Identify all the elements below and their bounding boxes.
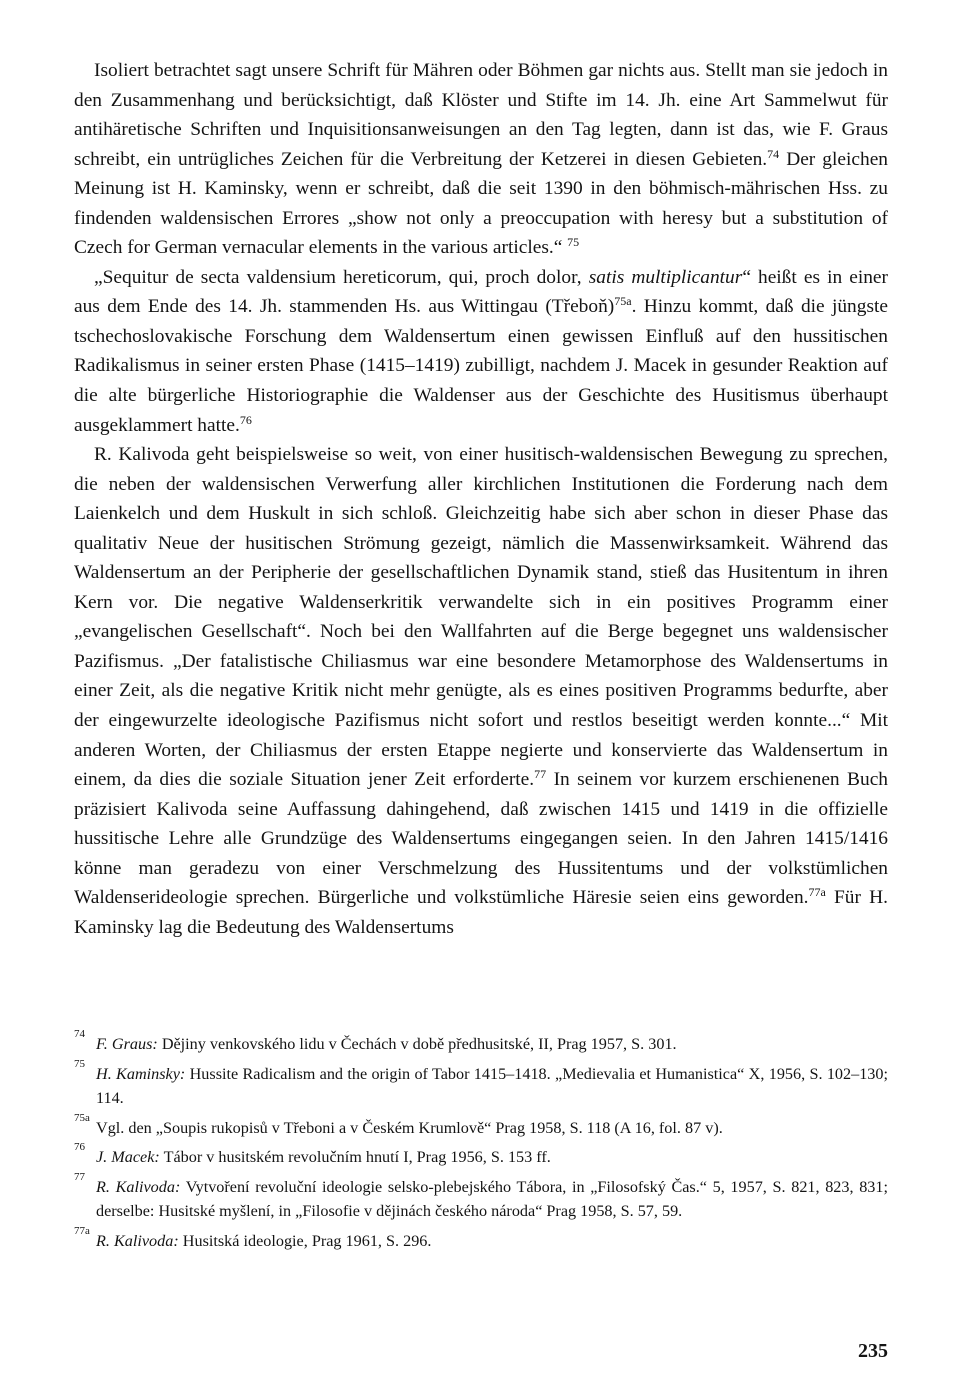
text-run: “ heißt es in einer aus dem Ende des 14. Jh. stammenden Hs. aus Wittingau (Třeboň) — [74, 266, 888, 318]
footnote-number: 76 — [74, 1141, 85, 1153]
text-run: In seinem vor kurzem erschienenen Buch präzisiert Kalivoda seine Auffassung dahingehend, daß zwischen 1415 und 1419 in die offizielle hussitische Lehre alle Grundzüge des Waldensertums eingegangen seien. In den Jahren 1415/1416 könne man geradezu von einer Verschmelzung des Hussitentums und der volkstümlichen Waldenserideologie sprechen. Bürgerliche und volkstümliche Häresie seien eins geworden. — [74, 769, 888, 909]
footnote-number: 74 — [74, 1028, 85, 1040]
footnote-ref[interactable]: 74 — [767, 146, 780, 161]
text-run: R. Kalivoda geht beispielsweise so weit, von einer husitisch-waldensischen Bewegung zu sprechen, die neben der waldensischen Verwerfung aller kirchlichen Institutionen die Forderung nach dem Laienkelch und dem Huskult in sich schloß. Gleichzeitig habe sich aber schon in dieser Phase das qualitativ Neue der husitischen Strömung gezeigt, nämlich die Massenwirksamkeit. Während das Waldensertum an der Peripherie der gesellschaftlichen Dynamik stand, stieß das Husitentum in ihren Kern vor. Die negative Waldenserkritik verwandelte sich in ein positives Programm einer „evangelischen Gesellschaft“. Noch bei den Wallfahrten auf die Berge begegnet uns waldensischer Pazifismus. „Der fatalistische Chiliasmus war eine besondere Metamorphose des Waldensertums in einer Zeit, als die negative Kritik nicht mehr genügte, als es eines positiven Programms bedurfte, aber der eingewurzelte ideologische Pazifismus nicht sofort und restlos beseitigt werden konnte...“ Mit anderen Worten, der Chiliasmus der ersten Etappe negierte und konservierte das Waldensertum in einem, da dies die soziale Situation jener Zeit erforderte. — [74, 444, 888, 791]
text-run: Für H. Kaminsky lag die Bedeutung des Waldensertums — [74, 887, 888, 938]
footnote-number: 75 — [74, 1057, 85, 1070]
latin-emphasis: satis multiplicantur — [588, 266, 743, 288]
footnote-author: J. Macek: — [96, 1148, 160, 1166]
text-run: . Hinzu kommt, daß die jüngste tschechoslovakische Forschung dem Waldensertum einen gewissen Einfluß auf den hussitischen Radikalismus in seiner ersten Phase (1415–1419) zubilligt, nachdem J. Macek in gesunder Reaktion auf die alte bürgerliche Historiographie die Waldenser aus der Geschichte des Husitismus überhaupt ausgeklammert hatte. — [74, 296, 888, 436]
text-run: „Sequitur de secta valdensium hereticorum, qui, proch dolor, — [94, 266, 589, 288]
footnote — [74, 1170, 888, 1224]
footnote-text: Dějiny venkovského lidu v Čechách v době předhusitské, II, Prag 1957, S. 301. — [157, 1035, 677, 1053]
footnote-text: Hussite Radicalism and the origin of Tabor 1415–1418. „Medievalia et Humanistica“ X, 1956, S. 102–130; 114. — [96, 1064, 888, 1107]
footnote-author: F. Graus: — [96, 1035, 158, 1053]
footnote-text: Vgl. den „Soupis rukopisů v Třeboni a v Českém Krumlově“ Prag 1958, S. 118 (A 16, fol. 87 v). — [96, 1118, 723, 1137]
footnote — [74, 1141, 888, 1170]
text-run: Der gleichen Meinung ist H. Kaminsky, wenn er schreibt, daß die seit 1390 in den böhmisch-mährischen Hss. zu findenden waldensischen Errores „show not only a preoccupation with heresy but a substitution of Czech for German vernacular elements in the various articles.“ — [74, 148, 888, 259]
footnote — [74, 1111, 888, 1141]
footnote-ref[interactable]: 76 — [239, 412, 252, 427]
footnote-number: 77 — [74, 1170, 85, 1183]
paragraph-3 — [74, 440, 888, 942]
footnote-number: 77a — [74, 1224, 90, 1237]
footnote-ref[interactable]: 77a — [808, 885, 826, 900]
paragraph-1 — [74, 56, 888, 263]
page-number: 235 — [858, 1340, 888, 1362]
footnote-author: R. Kalivoda: — [96, 1177, 181, 1196]
footnote-number: 75a — [74, 1111, 90, 1124]
text-run: Isoliert betrachtet sagt unsere Schrift für Mähren oder Böhmen gar nichts aus. Stellt man sie jedoch in den Zusammenhang und berücksichtigt, daß Klöster und Stifte im 14. Jh. eine Art Sammelwut für antihäretische Schriften und Inquisitionsanweisungen an den Tag legten, dann ist das, wie F. Graus schreibt, ein untrügliches Zeichen für die Verbreitung der Ketzerei in diesen Gebieten. — [74, 60, 888, 170]
footnote-ref[interactable]: 75a — [614, 294, 632, 309]
footnote — [74, 1028, 888, 1057]
footnote — [74, 1224, 888, 1254]
footnote-author: R. Kalivoda: — [96, 1231, 179, 1250]
footnote — [74, 1057, 888, 1111]
footnote-ref[interactable]: 75 — [567, 235, 580, 250]
paragraph-2 — [74, 263, 888, 440]
footnote-text: Tábor v husitském revolučním hnutí I, Prag 1956, S. 153 ff. — [159, 1148, 551, 1166]
footnote-author: H. Kaminsky: — [96, 1064, 186, 1083]
footnote-ref[interactable]: 77 — [534, 767, 547, 782]
footnote-text: Vytvoření revoluční ideologie selsko-plebejského Tábora, in „Filosofský Čas.“ 5, 1957, S. 821, 823, 831; derselbe: Husitské myšlení, in „Filosofie v dějinách českého národa“ Prag 1958, S. 57, 59. — [96, 1177, 888, 1220]
footnote-text: Husitská ideologie, Prag 1961, S. 296. — [178, 1231, 432, 1250]
footnotes — [74, 1028, 888, 1258]
main-text — [74, 56, 888, 942]
